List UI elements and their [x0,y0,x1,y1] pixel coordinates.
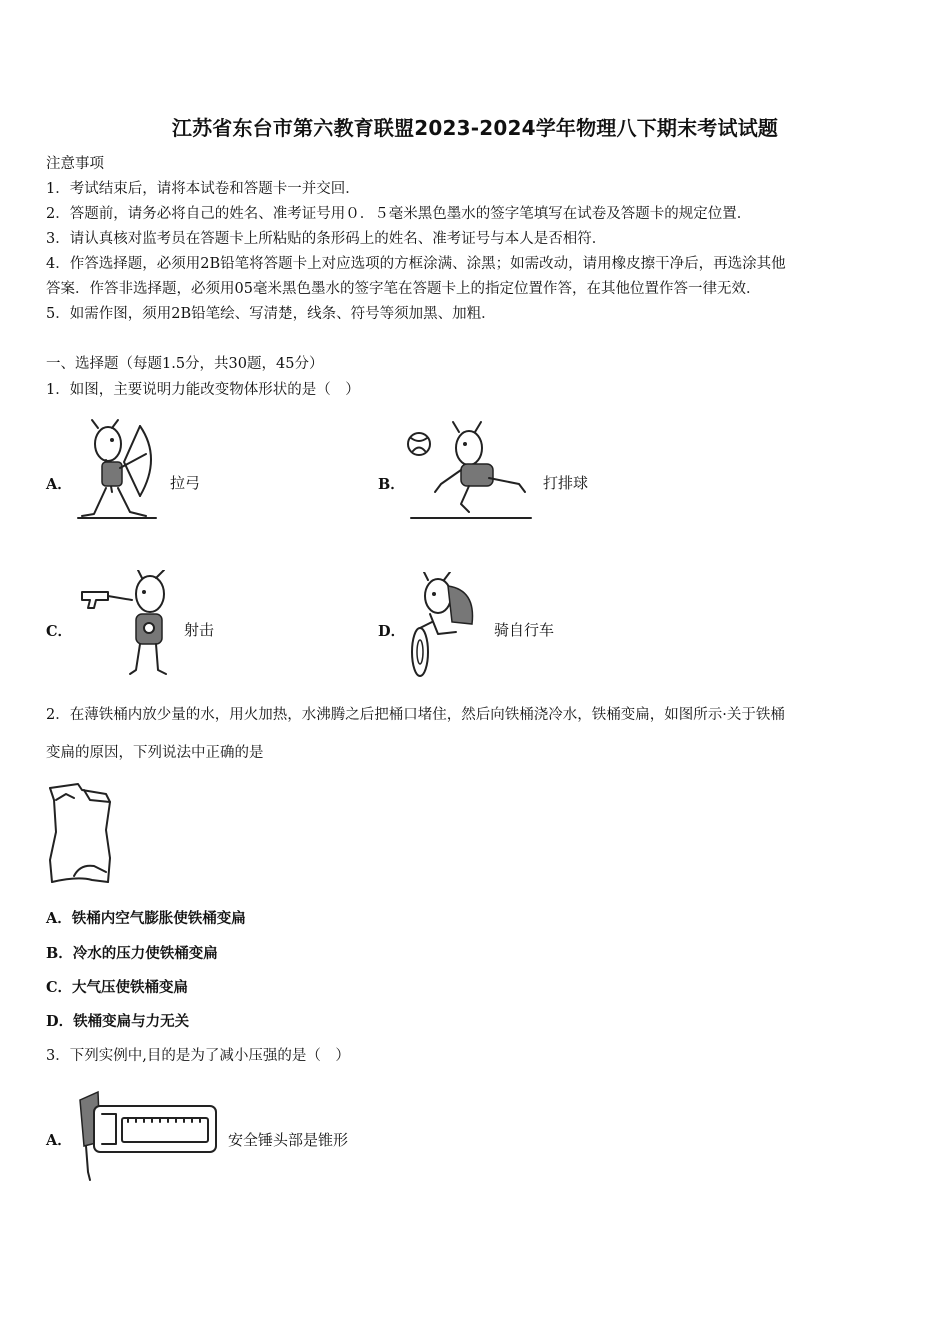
question-3-stem: 3．下列实例中,目的是为了减小压强的是（ ） [46,1048,350,1064]
shooter-icon [80,570,176,678]
q1-option-b-text: 打排球 [543,474,589,492]
q3-option-a-text: 安全锤头部是锥形 [228,1131,349,1149]
question-2-stem-line2: 变扁的原因，下列说法中正确的是 [46,745,264,761]
q2-option-a: A．铁桶内空气膨胀使铁桶变扁 [46,910,246,927]
q2-option-d: D．铁桶变扁与力无关 [46,1013,190,1030]
notice-item: 2．答题前，请务必将自己的姓名、准考证号用０．５毫米黑色墨水的签字笔填写在试卷及答题卡的规定位置． [46,206,752,222]
volleyball-icon [403,418,535,524]
q1-option-b-letter: B． [378,476,405,493]
archer-icon [76,418,168,524]
q1-option-d-text: 骑自行车 [494,621,555,639]
q2-option-b: B．冷水的压力使铁桶变扁 [46,945,218,962]
q1-option-a-letter: A． [46,476,72,493]
q1-option-c-letter: C． [46,623,73,640]
notice-item: 答案．作答非选择题，必须用05毫米黑色墨水的签字笔在答题卡上的指定位置作答，在其他位置作答一律无效． [46,281,761,297]
section-heading: 一、选择题（每题1.5分，共30题，45分） [46,356,324,372]
question-1-stem: 1．如图，主要说明力能改变物体形状的是（ ） [46,382,360,398]
question-2-stem-line1: 2．在薄铁桶内放少量的水，用火加热，水沸腾之后把桶口堵住，然后向铁桶浇冷水，铁桶变扁，如图所示·关于铁桶 [46,707,785,723]
safety-hammer-icon [72,1086,222,1184]
q1-option-a-text: 拉弓 [170,474,201,492]
notice-heading: 注意事项 [46,156,104,172]
notice-item: 5．如需作图，须用2B铅笔绘、写清楚，线条、符号等须加黑、加粗． [46,306,496,322]
q1-option-d-letter: D． [378,623,406,640]
crushed-can-icon [44,780,116,888]
notice-item: 3．请认真核对监考员在答题卡上所粘贴的条形码上的姓名、准考证号与本人是否相符． [46,231,607,247]
q3-option-a-letter: A． [46,1132,72,1149]
q1-option-c-text: 射击 [184,621,215,639]
cyclist-icon [402,572,488,680]
page-title: 江苏省东台市第六教育联盟2023-2024学年物理八下期末考试试题 [171,116,779,140]
notice-item: 4．作答选择题，必须用2B铅笔将答题卡上对应选项的方框涂满、涂黑；如需改动，请用橡皮擦干净后，再选涂其他 [46,256,786,272]
q2-option-c: C．大气压使铁桶变扁 [46,979,189,996]
notice-item: 1．考试结束后，请将本试卷和答题卡一并交回． [46,181,360,197]
